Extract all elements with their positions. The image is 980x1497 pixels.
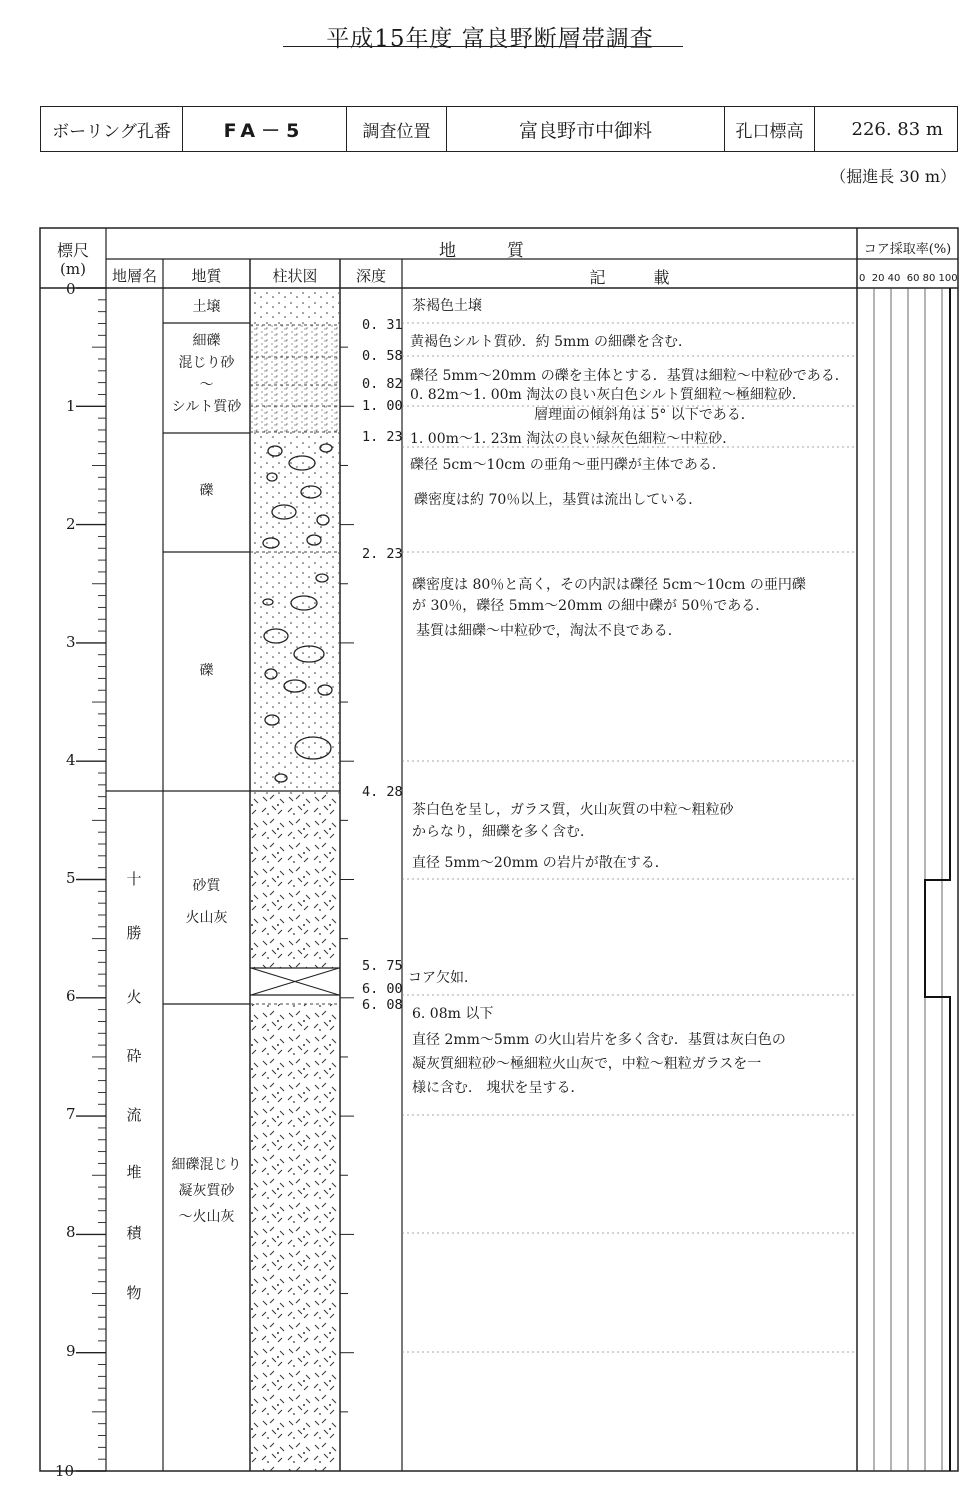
description-line: 6. 08m 以下 (412, 1006, 494, 1022)
depth-label: 4. 28 (362, 784, 403, 800)
column-ash (251, 794, 339, 968)
description-line: 1. 00m～1. 23m 淘汰の良い緑灰色細粒～中粒砂． (410, 431, 737, 447)
description-line: 礫密度は 80％と高く，その内訳は礫径 5cm～10cm の亜円礫 (412, 577, 806, 593)
description-line: 礫密度は約 70％以上，基質は流出している． (414, 492, 703, 508)
scale-label: 1 (66, 397, 76, 415)
depth-label: 6. 08 (362, 997, 403, 1013)
elevation-label: 孔口標高 (725, 107, 815, 151)
description-line: 直径 2mm～5mm の火山岩片を多く含む．基質は灰白色の (412, 1032, 786, 1048)
scale-label: 2 (66, 515, 76, 533)
description-line: 礫径 5mm～20mm の礫を主体とする．基質は細粒～中粒砂である． (410, 368, 849, 384)
depth-label: 0. 58 (362, 348, 403, 364)
bore-number-label: ボーリング孔番 (41, 107, 183, 151)
scale-label: 0 (66, 280, 76, 298)
scale-label: 9 (66, 1342, 76, 1360)
description-line: からなり，細礫を多く含む． (412, 824, 594, 840)
column-header: 柱状図 (272, 267, 318, 285)
depth-label: 0. 31 (362, 317, 403, 333)
column-soil (251, 288, 339, 325)
lithology-soil: 土壌 (192, 299, 221, 315)
location-value: 富良野市中御料 (447, 107, 725, 151)
description-line: 0. 82m～1. 00m 淘汰の良い灰白色シルト質細粒～極細粒砂． (410, 387, 806, 403)
description-line: が 30％，礫径 5mm～20mm の細中礫が 50％である． (412, 598, 770, 614)
elevation-value: 226. 83 m (851, 118, 943, 140)
formation-char: 火 (126, 988, 142, 1006)
scale-label: 5 (66, 869, 76, 887)
scale-label: 4 (66, 751, 76, 769)
description-line: 茶褐色土壌 (412, 298, 482, 314)
depth-label: 2. 23 (362, 546, 403, 562)
core-rate-header: コア採取率(%) (863, 242, 952, 257)
description-line: 層理面の傾斜角は 5° 以下である． (534, 407, 755, 423)
scale-label: 3 (66, 633, 76, 651)
description-line: 茶白色を呈し，ガラス質，火山灰質の中粒～粗粒砂 (412, 802, 734, 818)
formation-char: 十 (126, 870, 142, 888)
lithology-ash: 砂質 火山灰 (185, 878, 228, 926)
depth-header: 深度 (355, 267, 386, 285)
formation-char: 流 (126, 1106, 142, 1124)
lithology-sand: 細礫 混じり砂 ～ シルト質砂 (171, 333, 242, 415)
description-line: 直径 5mm～20mm の岩片が散在する． (412, 855, 669, 871)
formation-header: 地層名 (111, 267, 157, 285)
description-line: コア欠如． (408, 970, 478, 986)
description-line: 凝灰質細粒砂～極細粒火山灰で，中粒～粗粒ガラスを一 (412, 1056, 762, 1072)
description-line: 基質は細礫～中粒砂で，淘汰不良である． (416, 623, 682, 639)
scale-unit: (m) (60, 260, 86, 278)
lithology-gravel-2: 礫 (199, 663, 214, 679)
formation-char: 砕 (126, 1047, 142, 1065)
core-rate-ticks: 0 20 40 60 80 100 (859, 273, 958, 284)
column-tuff (251, 1004, 339, 1471)
lithology-header: 地質 (191, 267, 222, 285)
depth-label: 5. 75 (362, 958, 403, 974)
scale-label: 6 (66, 987, 76, 1005)
formation-char: 物 (126, 1284, 142, 1302)
formation-char: 積 (126, 1224, 142, 1242)
depth-label: 1. 23 (362, 429, 403, 445)
page-title: 平成15年度 富良野断層帯調査 (326, 26, 654, 52)
description-header: 記 載 (589, 268, 670, 287)
description-line: 様に含む． 塊状を呈する． (412, 1080, 585, 1096)
lithology-gravel-1: 礫 (199, 483, 214, 499)
column-sand (251, 325, 339, 432)
formation-char: 堆 (126, 1163, 142, 1181)
lithology-tuff: 細礫混じり 凝灰質砂 ～火山灰 (171, 1157, 242, 1225)
description-line: 礫径 5cm～10cm の亜角～亜円礫が主体である． (410, 457, 726, 473)
depth-label: 0. 82 (362, 376, 403, 392)
scale-label: 8 (66, 1223, 76, 1241)
depth-column-ticks (340, 288, 354, 1471)
formation-char: 勝 (126, 924, 142, 942)
bore-number-value: FA－5 (183, 107, 347, 151)
description-line: 黄褐色シルト質砂．約 5mm の細礫を含む． (410, 334, 693, 350)
drill-length-note: （掘進長 30 m） (830, 167, 956, 186)
depth-label: 6. 00 (362, 981, 403, 997)
location-label: 調査位置 (347, 107, 447, 151)
geology-header: 地 質 (439, 241, 524, 261)
scale-header: 標尺 (56, 241, 89, 260)
core-rate-line (925, 288, 950, 1471)
scale-label: 10 (55, 1462, 75, 1480)
scale-label: 7 (66, 1105, 76, 1123)
depth-label: 1. 00 (362, 398, 403, 414)
